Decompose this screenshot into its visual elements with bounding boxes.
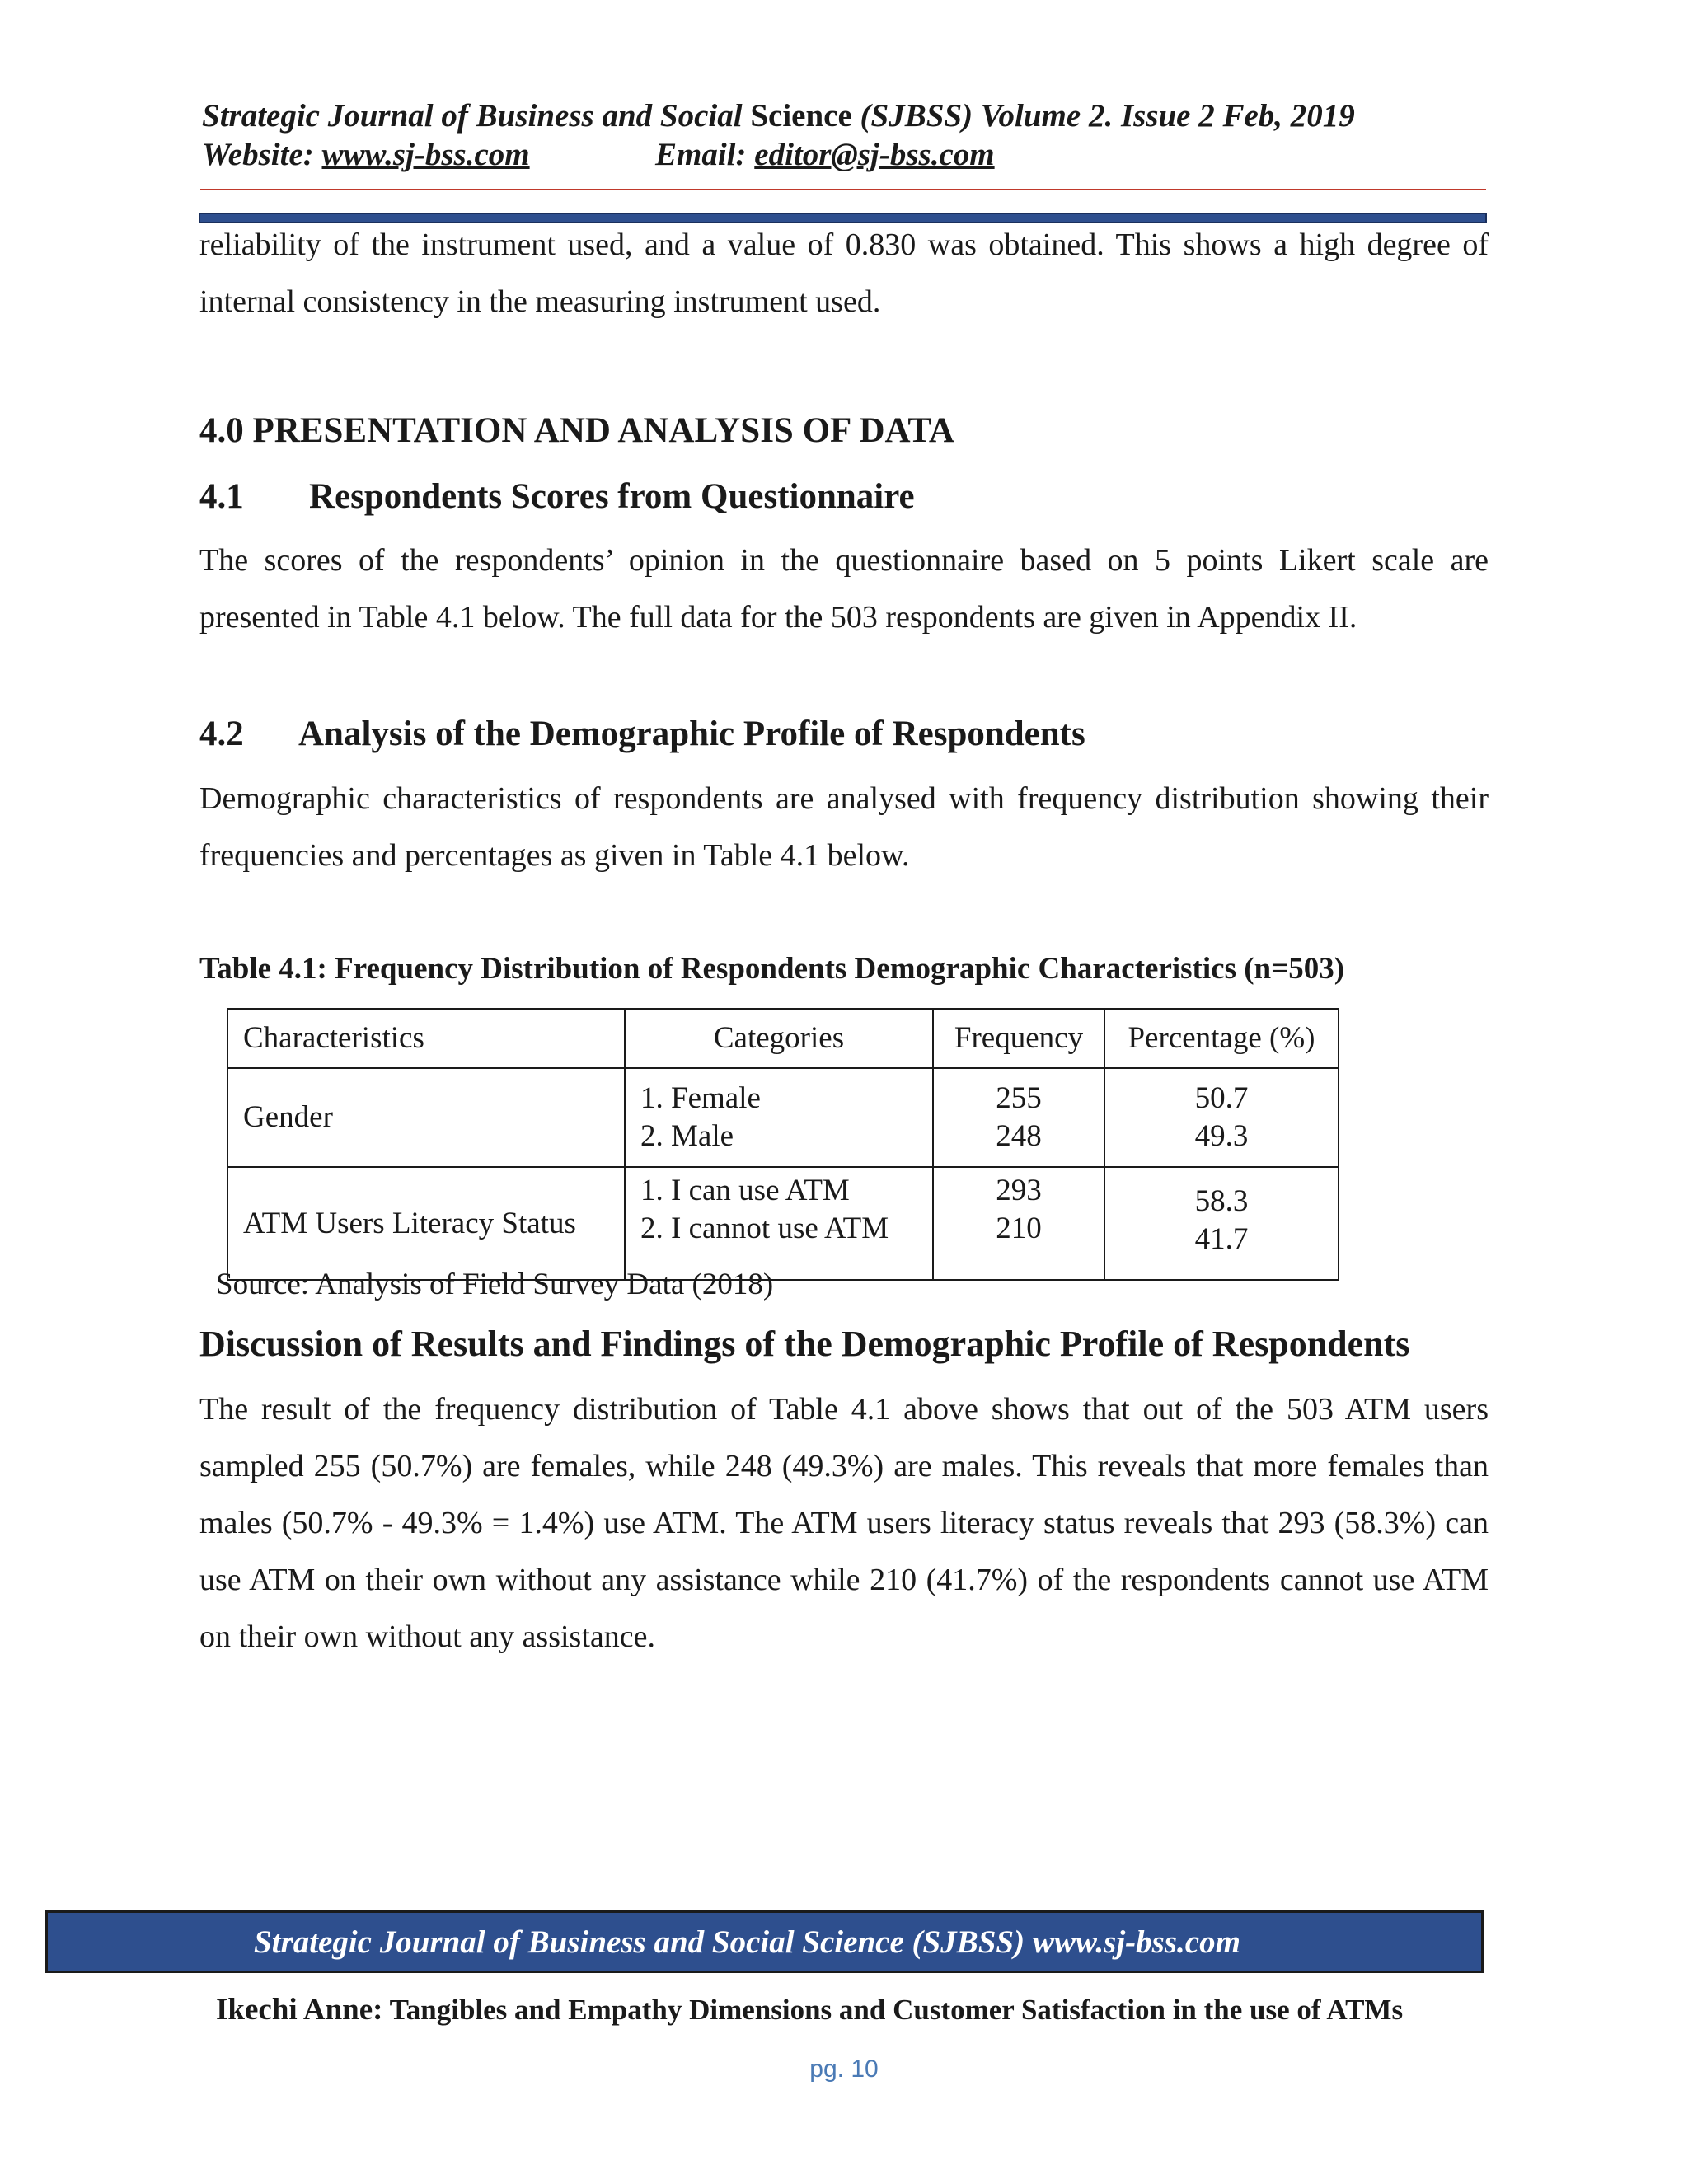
categories-cell [625, 1068, 933, 1167]
percentage-value: 41.7 [1194, 1222, 1249, 1256]
journal-header-contact [202, 136, 995, 173]
intro-paragraph: reliability of the instrument used, and a value of 0.830 was obtained. This shows a high degree of internal consistency in the measuring instrument used. [199, 227, 1489, 319]
categories-cell [625, 1167, 933, 1280]
demographics-table [227, 1008, 1339, 1281]
footer-banner [45, 1910, 1484, 1973]
table-row [227, 1068, 1339, 1167]
footer-banner-text: Strategic Journal of Business and Social Science (SJBSS) www.sj-bss.com [254, 1924, 1240, 1960]
section-heading-4-2 [199, 714, 1085, 754]
frequency-cell [933, 1167, 1104, 1280]
characteristic-cell: Gender [227, 1068, 625, 1167]
category-item: 1. Female [640, 1081, 761, 1115]
percentage-cell [1104, 1167, 1339, 1280]
percentage-value: 50.7 [1194, 1081, 1249, 1115]
table-header-cell: Frequency [933, 1009, 1104, 1068]
category-item: 2. Male [640, 1119, 734, 1153]
section-title: Analysis of the Demographic Profile of Respondents [298, 715, 1085, 753]
header-divider-red [200, 189, 1486, 190]
percentage-cell [1104, 1068, 1339, 1167]
page-number: pg. 10 [809, 2055, 879, 2083]
website-link[interactable]: www.sj-bss.com [321, 137, 530, 172]
paragraph-4-2: Demographic characteristics of respondents are analysed with frequency distribution showing their frequencies and percentages as given in Table 4.1 below. [199, 781, 1489, 873]
email-label: Email: [655, 137, 747, 172]
table-header-cell: Categories [625, 1009, 933, 1068]
table-header-cell: Characteristics [227, 1009, 625, 1068]
frequency-value: 248 [996, 1119, 1042, 1153]
journal-issue: (SJBSS) Volume 2. Issue 2 Feb, 2019 [860, 98, 1355, 134]
journal-header-title [202, 97, 1355, 134]
paragraph-4-1: The scores of the respondents’ opinion in the questionnaire based on 5 points Likert scale are presented in Table 4.1 below. The full data for the 503 respondents are given in Appendix II. [199, 543, 1489, 635]
table-header-cell: Percentage (%) [1104, 1009, 1339, 1068]
footer-citation [216, 1992, 1403, 2027]
email-block [655, 136, 995, 173]
discussion-heading: Discussion of Results and Findings of the Demographic Profile of Respondents [199, 1324, 1410, 1364]
section-number: 4.2 [199, 715, 244, 753]
journal-name-upright: Science [750, 98, 852, 134]
frequency-value: 210 [996, 1212, 1042, 1245]
percentage-value: 49.3 [1194, 1119, 1249, 1153]
section-heading-4-0: 4.0 PRESENTATION AND ANALYSIS OF DATA [199, 411, 954, 450]
website-label: Website: [202, 137, 314, 172]
frequency-cell [933, 1068, 1104, 1167]
section-title: Respondents Scores from Questionnaire [309, 477, 915, 516]
paper-title: Tangibles and Empathy Dimensions and Customer Satisfaction in the use of ATMs [389, 1994, 1404, 2026]
frequency-value: 255 [996, 1081, 1042, 1115]
table-caption: Table 4.1: Frequency Distribution of Respondents Demographic Characteristics (n=503) [199, 952, 1345, 986]
discussion-paragraph: The result of the frequency distribution of Table 4.1 above shows that out of the 503 ATM users sampled 255 (50.7%) are females, while 248 (49.3%) are males. This reveals that more females than males (50.7% - 49.3% = 1.4%) use ATM. The ATM users literacy status reveals that 293 (58.3%) can use ATM on their own without any assistance while 210 (41.7%) of the respondents cannot use ATM on their own without any assistance. [199, 1392, 1489, 1654]
section-heading-4-1 [199, 476, 915, 517]
journal-name-italic: Strategic Journal of Business and Social [202, 98, 743, 134]
table-row [227, 1167, 1339, 1280]
frequency-value: 293 [996, 1174, 1042, 1207]
category-item: 2. I cannot use ATM [640, 1212, 889, 1245]
author-name: Ikechi Anne: [216, 1993, 383, 2027]
table-header-row [227, 1009, 1339, 1068]
table-source: Source: Analysis of Field Survey Data (2018) [216, 1268, 774, 1301]
email-link[interactable]: editor@sj-bss.com [754, 137, 995, 172]
category-item: 1. I can use ATM [640, 1174, 850, 1207]
section-number: 4.1 [199, 477, 244, 516]
percentage-value: 58.3 [1194, 1184, 1249, 1218]
characteristic-cell: ATM Users Literacy Status [227, 1167, 625, 1280]
